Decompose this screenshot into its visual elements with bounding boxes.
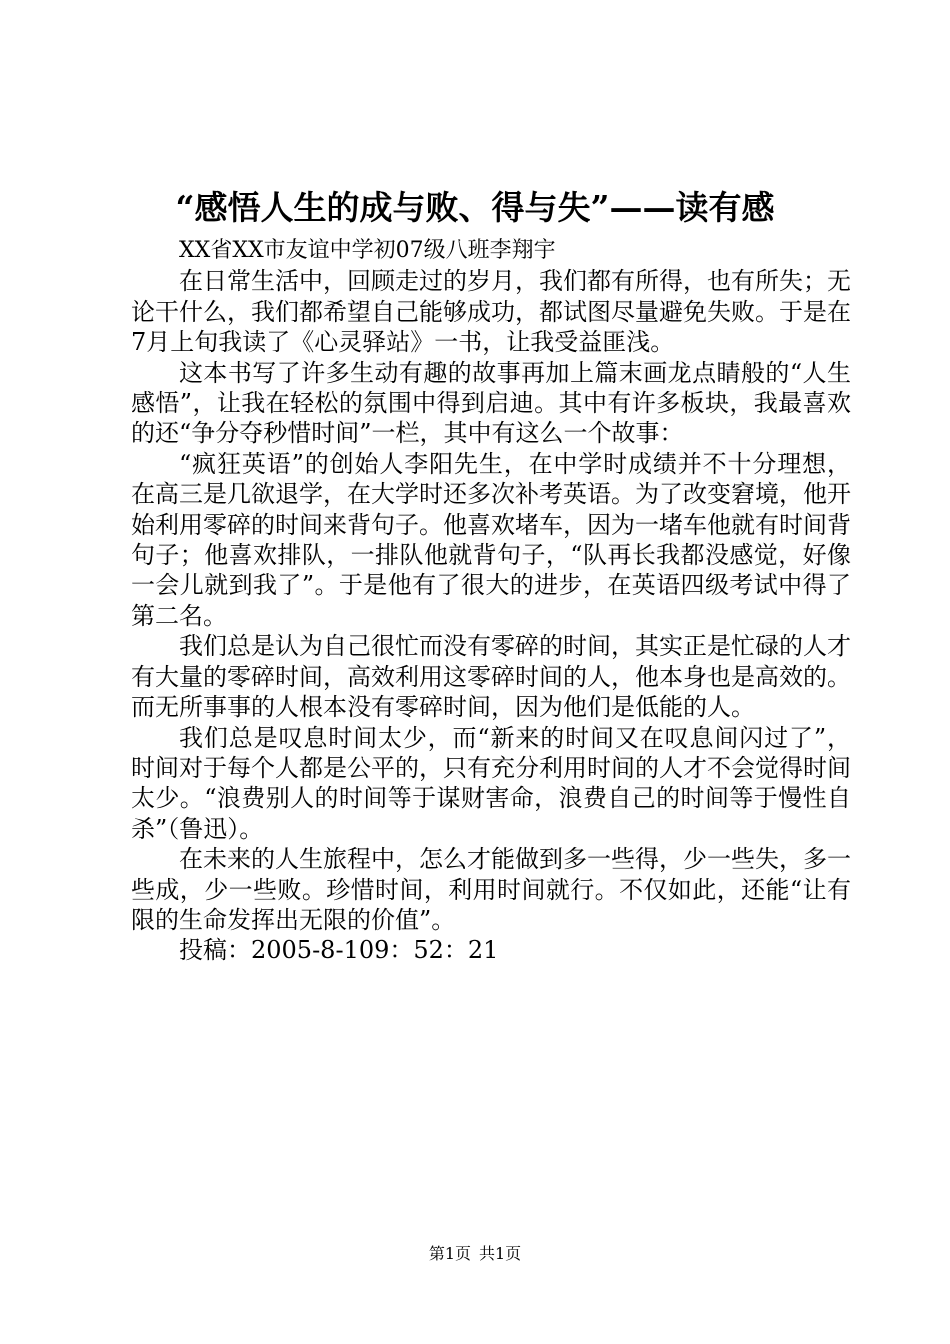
paragraph: 我们总是认为自己很忙而没有零碎的时间，其实正是忙碌的人才有大量的零碎时间，高效利用这零碎时间的人，他本身也是高效的。而无所事事的人根本没有零碎时间，因为他们是低能的人。	[131, 632, 851, 722]
paragraph: 在日常生活中，回顾走过的岁月，我们都有所得，也有所失；无论干什么，我们都希望自己能够成功，都试图尽量避免失败。于是在7月上旬我读了《心灵驿站》一书，让我受益匪浅。	[131, 267, 851, 357]
author-line: XX省XX市友谊中学初07级八班李翔宇	[179, 238, 556, 263]
paragraph: 我们总是叹息时间太少，而“新来的时间又在叹息间闪过了”，时间对于每个人都是公平的，只有充分利用时间的人才不会觉得时间太少。“浪费别人的时间等于谋财害命，浪费自己的时间等于慢性自杀”（鲁迅）。	[131, 723, 851, 843]
paragraph: 这本书写了许多生动有趣的故事再加上篇末画龙点睛般的“人生感悟”，让我在轻松的氛围中得到启迪。其中有许多板块，我最喜欢的还“争分夺秒惜时间”一栏，其中有这么一个故事：	[131, 358, 851, 448]
document-title: “感悟人生的成与败、得与失”——读有感	[175, 188, 775, 227]
paragraph: “疯狂英语”的创始人李阳先生，在中学时成绩并不十分理想，在高三是几欲退学，在大学时还多次补考英语。为了改变窘境，他开始利用零碎的时间来背句子。他喜欢堵车，因为一堵车他就有时间背句子；他喜欢排队，一排队他就背句子，“队再长我都没感觉，好像一会儿就到我了”。于是他有了很大的进步，在英语四级考试中得了第二名。	[131, 449, 851, 630]
document-body	[131, 236, 851, 966]
page-footer	[0, 1243, 950, 1265]
paragraph: 在未来的人生旅程中，怎么才能做到多一些得，少一些失，多一些成，少一些败。珍惜时间，利用时间就行。不仅如此，还能“让有限的生命发挥出无限的价值”。	[131, 845, 851, 934]
submission-timestamp: 投稿：2005-8-109：52：21	[179, 936, 499, 965]
page-number: 第1页	[428, 1244, 471, 1263]
page-total: 共1页	[479, 1244, 522, 1263]
